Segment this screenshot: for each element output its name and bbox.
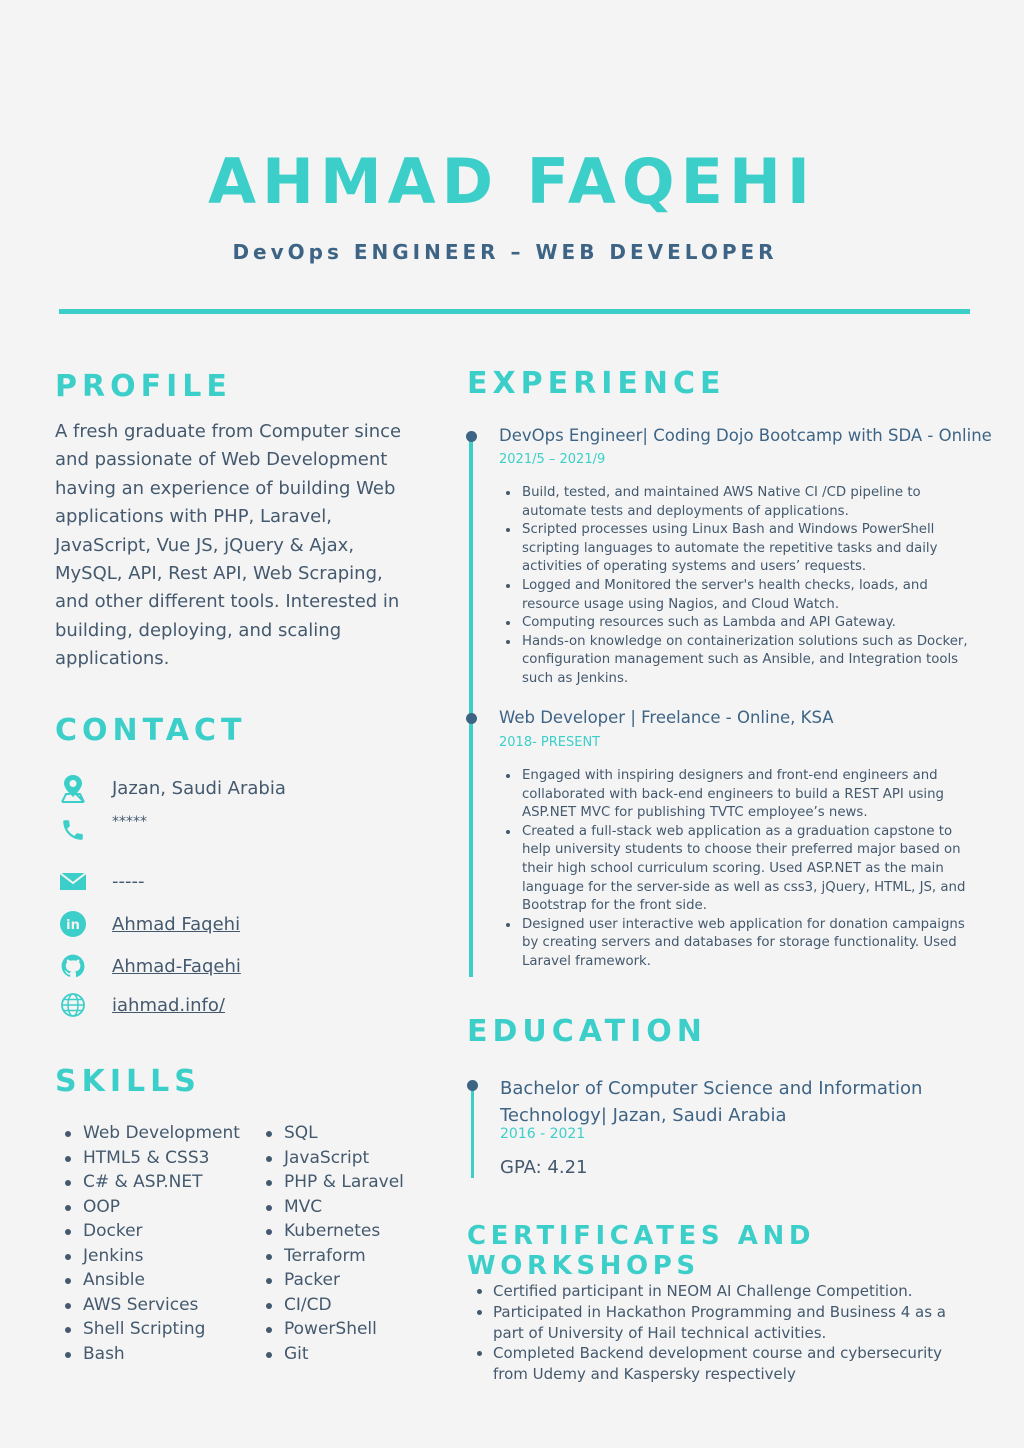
profile-heading: PROFILE xyxy=(55,369,232,404)
timeline-dot xyxy=(466,431,477,442)
list-item: Participated in Hackathon Programming and Business 4 as a part of University of Hail technical activities. xyxy=(471,1302,971,1344)
skills-list-left xyxy=(60,1121,240,1366)
list-item: Shell Scripting xyxy=(60,1317,240,1342)
job-bullets xyxy=(500,484,970,689)
list-item: C# & ASP.NET xyxy=(60,1170,240,1195)
list-item: Docker xyxy=(60,1219,240,1244)
phone-icon xyxy=(58,815,88,845)
gpa-text: GPA: 4.21 xyxy=(500,1157,588,1178)
list-item: Build, tested, and maintained AWS Native CI /CD pipeline to automate tests and deployments of applications. xyxy=(500,484,970,521)
degree-title: Bachelor of Computer Science and Information Technology| Jazan, Saudi Arabia xyxy=(500,1078,923,1126)
skills-heading: SKILLS xyxy=(55,1064,201,1099)
list-item: Logged and Monitored the server's health checks, loads, and resource usage using Nagios, and Cloud Watch. xyxy=(500,577,970,614)
header-divider xyxy=(59,309,970,314)
candidate-name: AHMAD FAQEHI xyxy=(208,145,816,218)
education-heading: EDUCATION xyxy=(467,1014,707,1049)
list-item: Designed user interactive web application for donation campaigns by creating servers and databases for storage functionality. Used Laravel framework. xyxy=(500,916,970,972)
profile-text: A fresh graduate from Computer since and passionate of Web Development having an experience of building Web applications with PHP, Laravel, JavaScript, Vue JS, jQuery & Ajax, MySQL, API, Rest API, Web Scraping, and other different tools. Interested in building, deploying, and scaling applications. xyxy=(55,421,402,670)
contact-linkedin[interactable] xyxy=(58,909,241,939)
list-item: Certified participant in NEOM AI Challenge Competition. xyxy=(471,1281,971,1302)
job-title: Web Developer | Freelance - Online, KSA xyxy=(499,708,834,727)
contact-location xyxy=(58,773,286,803)
contact-phone xyxy=(58,814,147,845)
location-pin-icon xyxy=(58,773,88,803)
list-item: MVC xyxy=(261,1195,404,1220)
list-item: SQL xyxy=(261,1121,404,1146)
contact-website[interactable] xyxy=(58,990,225,1020)
timeline-dot xyxy=(467,1080,478,1091)
skills-list-right xyxy=(261,1121,404,1366)
website-link[interactable]: iahmad.info/ xyxy=(112,994,225,1016)
certificates-list xyxy=(471,1281,971,1385)
svg-text:in: in xyxy=(66,918,80,933)
list-item: Ansible xyxy=(60,1268,240,1293)
mail-icon xyxy=(58,866,88,896)
linkedin-link[interactable]: Ahmad Faqehi xyxy=(112,913,241,935)
list-item: AWS Services xyxy=(60,1293,240,1318)
contact-heading: CONTACT xyxy=(55,713,247,748)
github-link[interactable]: Ahmad-Faqehi xyxy=(112,955,241,977)
linkedin-icon[interactable] xyxy=(58,909,88,939)
list-item: Bash xyxy=(60,1342,240,1367)
github-icon[interactable] xyxy=(58,951,88,981)
list-item: Packer xyxy=(261,1268,404,1293)
list-item: PowerShell xyxy=(261,1317,404,1342)
list-item: Scripted processes using Linux Bash and Windows PowerShell scripting languages to automate the repetitive tasks and daily activities of operating systems and users’ requests. xyxy=(500,521,970,577)
candidate-role: DevOps ENGINEER – WEB DEVELOPER xyxy=(232,240,778,264)
experience-timeline xyxy=(469,437,473,977)
list-item: PHP & Laravel xyxy=(261,1170,404,1195)
list-item: JavaScript xyxy=(261,1146,404,1171)
list-item: Git xyxy=(261,1342,404,1367)
contact-email xyxy=(58,866,145,896)
list-item: Created a full-stack web application as a graduation capstone to help university students to choose their preferred major based on their high school curriculum scoring. Used ASP.NET as the main language for the server-side as well as css3, jQuery, HTML, JS, and Bootstrap for the front side. xyxy=(500,823,970,916)
degree-date: 2016 - 2021 xyxy=(500,1126,586,1142)
list-item: Computing resources such as Lambda and API Gateway. xyxy=(500,614,970,633)
email-text: ----- xyxy=(112,870,145,892)
certificates-heading: CERTIFICATES AND WORKSHOPS xyxy=(467,1221,816,1281)
list-item: Terraform xyxy=(261,1244,404,1269)
job-date: 2021/5 – 2021/9 xyxy=(499,452,606,467)
phone-text: ***** xyxy=(112,814,147,830)
list-item: Kubernetes xyxy=(261,1219,404,1244)
list-item: Jenkins xyxy=(60,1244,240,1269)
timeline-dot xyxy=(466,713,477,724)
list-item: Hands-on knowledge on containerization solutions such as Docker, configuration management such as Ansible, and Integration tools such as Jenkins. xyxy=(500,633,970,689)
education-timeline xyxy=(471,1085,474,1178)
list-item: Engaged with inspiring designers and front-end engineers and collaborated with back-end engineers to build a REST API using ASP.NET MVC for publishing TVTC employee’s news. xyxy=(500,767,970,823)
list-item: HTML5 & CSS3 xyxy=(60,1146,240,1171)
list-item: Completed Backend development course and cybersecurity from Udemy and Kaspersky respectively xyxy=(471,1343,971,1385)
job-date: 2018- PRESENT xyxy=(499,735,601,750)
job-title: DevOps Engineer| Coding Dojo Bootcamp with SDA - Online xyxy=(499,426,992,445)
contact-github[interactable] xyxy=(58,951,241,981)
list-item: CI/CD xyxy=(261,1293,404,1318)
location-text: Jazan, Saudi Arabia xyxy=(112,777,286,799)
job-bullets xyxy=(500,767,970,972)
list-item: OOP xyxy=(60,1195,240,1220)
list-item: Web Development xyxy=(60,1121,240,1146)
globe-icon[interactable] xyxy=(58,990,88,1020)
experience-heading: EXPERIENCE xyxy=(467,366,726,401)
